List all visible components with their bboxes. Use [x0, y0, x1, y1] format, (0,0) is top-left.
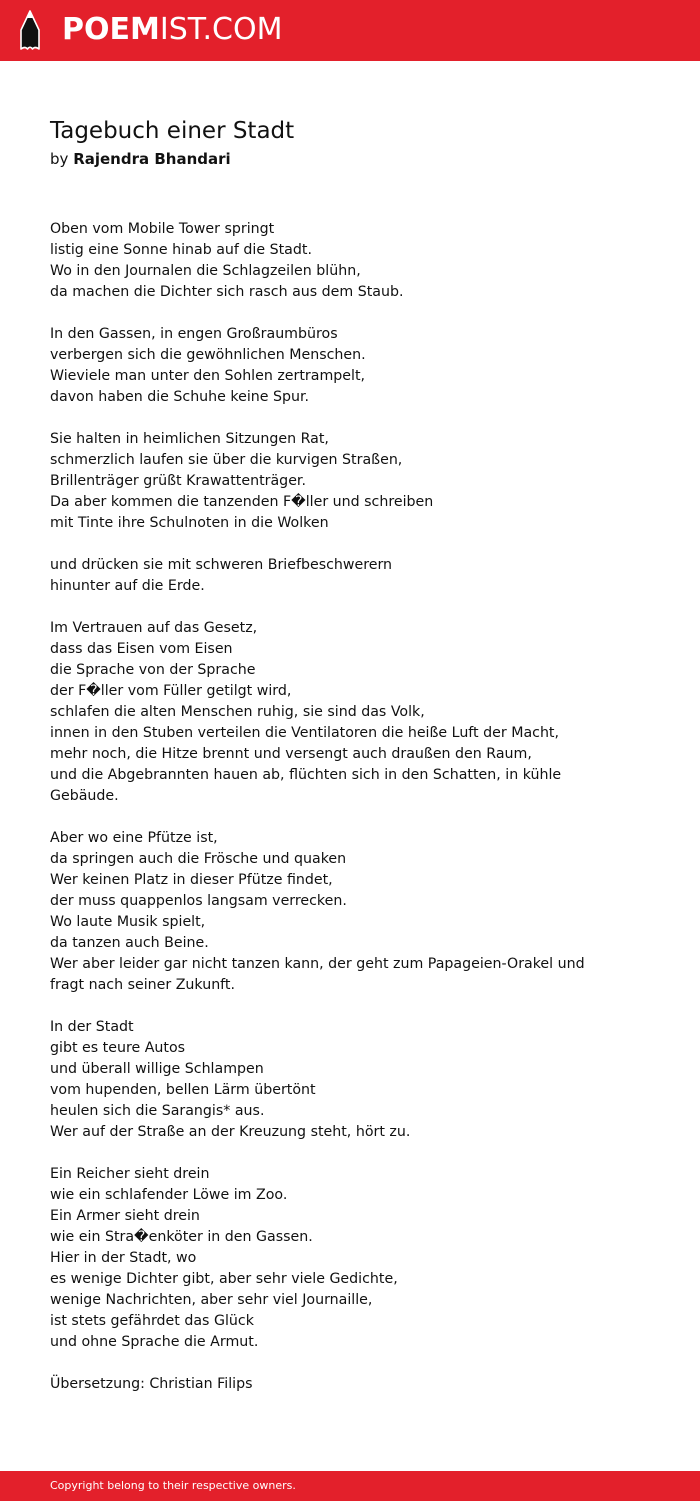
poem-line: da tanzen auch Beine.	[50, 935, 209, 951]
stanza	[50, 1164, 670, 1353]
poem-line: ist stets gefährdet das Glück	[50, 1313, 254, 1329]
stanza	[50, 219, 670, 303]
poem-line: wenige Nachrichten, aber sehr viel Journaille,	[50, 1292, 373, 1308]
by-label: by	[50, 150, 69, 168]
poem-line: heulen sich die Sarangis* aus.	[50, 1103, 265, 1119]
poem-line: schlafen die alten Menschen ruhig, sie sind das Volk,	[50, 704, 425, 720]
poem-line: Oben vom Mobile Tower springt	[50, 221, 275, 237]
poem-line: vom hupenden, bellen Lärm übertönt	[50, 1082, 316, 1098]
poem-line: hinunter auf die Erde.	[50, 578, 205, 594]
poem-line: Wieviele man unter den Sohlen zertrampelt,	[50, 368, 366, 384]
poem-line: fragt nach seiner Zukunft.	[50, 977, 236, 993]
poem-line: die Sprache von der Sprache	[50, 662, 256, 678]
site-header	[0, 0, 700, 61]
poem-line: da springen auch die Frösche und quaken	[50, 851, 347, 867]
poem-line: und die Abgebrannten hauen ab, flüchten sich in den Schatten, in kühle	[50, 767, 562, 783]
poem-line: und überall willige Schlampen	[50, 1061, 264, 1077]
stanza	[50, 429, 670, 534]
poem-line: gibt es teure Autos	[50, 1040, 186, 1056]
logo-light-text: IST.COM	[159, 12, 283, 47]
poem-line: und ohne Sprache die Armut.	[50, 1334, 259, 1350]
poem-line: Gebäude.	[50, 788, 119, 804]
poem-line: Ein Reicher sieht drein	[50, 1166, 210, 1182]
poem-line: mehr noch, die Hitze brennt und versengt auch draußen den Raum,	[50, 746, 532, 762]
author-name: Rajendra Bhandari	[73, 150, 231, 168]
poem-line: und drücken sie mit schweren Briefbeschwerern	[50, 557, 393, 573]
poem-line: mit Tinte ihre Schulnoten in die Wolken	[50, 515, 329, 531]
site-logo[interactable]	[62, 12, 282, 48]
stanza	[50, 324, 670, 408]
poem-line: innen in den Stuben verteilen die Ventilatoren die heiße Luft der Macht,	[50, 725, 560, 741]
poem-line: Brillenträger grüßt Krawattenträger.	[50, 473, 306, 489]
poem-line: Wo laute Musik spielt,	[50, 914, 206, 930]
stanza	[50, 555, 670, 597]
poem-line: dass das Eisen vom Eisen	[50, 641, 233, 657]
poem-line: wie ein schlafender Löwe im Zoo.	[50, 1187, 288, 1203]
poem-body	[50, 219, 670, 1395]
poem-line: Wer aber leider gar nicht tanzen kann, der geht zum Papageien-Orakel und	[50, 956, 585, 972]
poem-line: Aber wo eine Pfütze ist,	[50, 830, 218, 846]
poem-line: Ein Armer sieht drein	[50, 1208, 200, 1224]
poem-line: Hier in der Stadt, wo	[50, 1250, 197, 1266]
poem-title: Tagebuch einer Stadt	[50, 118, 295, 144]
site-footer	[0, 1471, 700, 1501]
stanza	[50, 1017, 670, 1143]
poem-line: In der Stadt	[50, 1019, 134, 1035]
poem-line: In den Gassen, in engen Großraumbüros	[50, 326, 338, 342]
poem-line: der F�ller vom Füller getilgt wird,	[50, 683, 292, 699]
poem-line: schmerzlich laufen sie über die kurvigen Straßen,	[50, 452, 403, 468]
poem-line: Wer auf der Straße an der Kreuzung steht, hört zu.	[50, 1124, 411, 1140]
poem-line: Im Vertrauen auf das Gesetz,	[50, 620, 258, 636]
poem-line: da machen die Dichter sich rasch aus dem Staub.	[50, 284, 404, 300]
poem-line: Wo in den Journalen die Schlagzeilen blühn,	[50, 263, 361, 279]
poem-line: Wer keinen Platz in dieser Pfütze findet,	[50, 872, 333, 888]
poem-line: wie ein Stra�enköter in den Gassen.	[50, 1229, 313, 1245]
stanza	[50, 828, 670, 996]
stanza	[50, 618, 670, 807]
poem-line: listig eine Sonne hinab auf die Stadt.	[50, 242, 312, 258]
poem-line: davon haben die Schuhe keine Spur.	[50, 389, 310, 405]
poem-line: es wenige Dichter gibt, aber sehr viele Gedichte,	[50, 1271, 398, 1287]
byline	[50, 149, 231, 169]
poem-line: verbergen sich die gewöhnlichen Menschen.	[50, 347, 366, 363]
logo-bold-text: POEM	[62, 12, 160, 47]
copyright-text: Copyright belong to their respective owners.	[50, 1479, 296, 1492]
translation-credit: Übersetzung: Christian Filips	[50, 1376, 253, 1392]
poem-line: der muss quappenlos langsam verrecken.	[50, 893, 347, 909]
poem-line: Sie halten in heimlichen Sitzungen Rat,	[50, 431, 329, 447]
pencil-icon[interactable]	[19, 10, 41, 51]
poem-line: Da aber kommen die tanzenden F�ller und schreiben	[50, 494, 434, 510]
